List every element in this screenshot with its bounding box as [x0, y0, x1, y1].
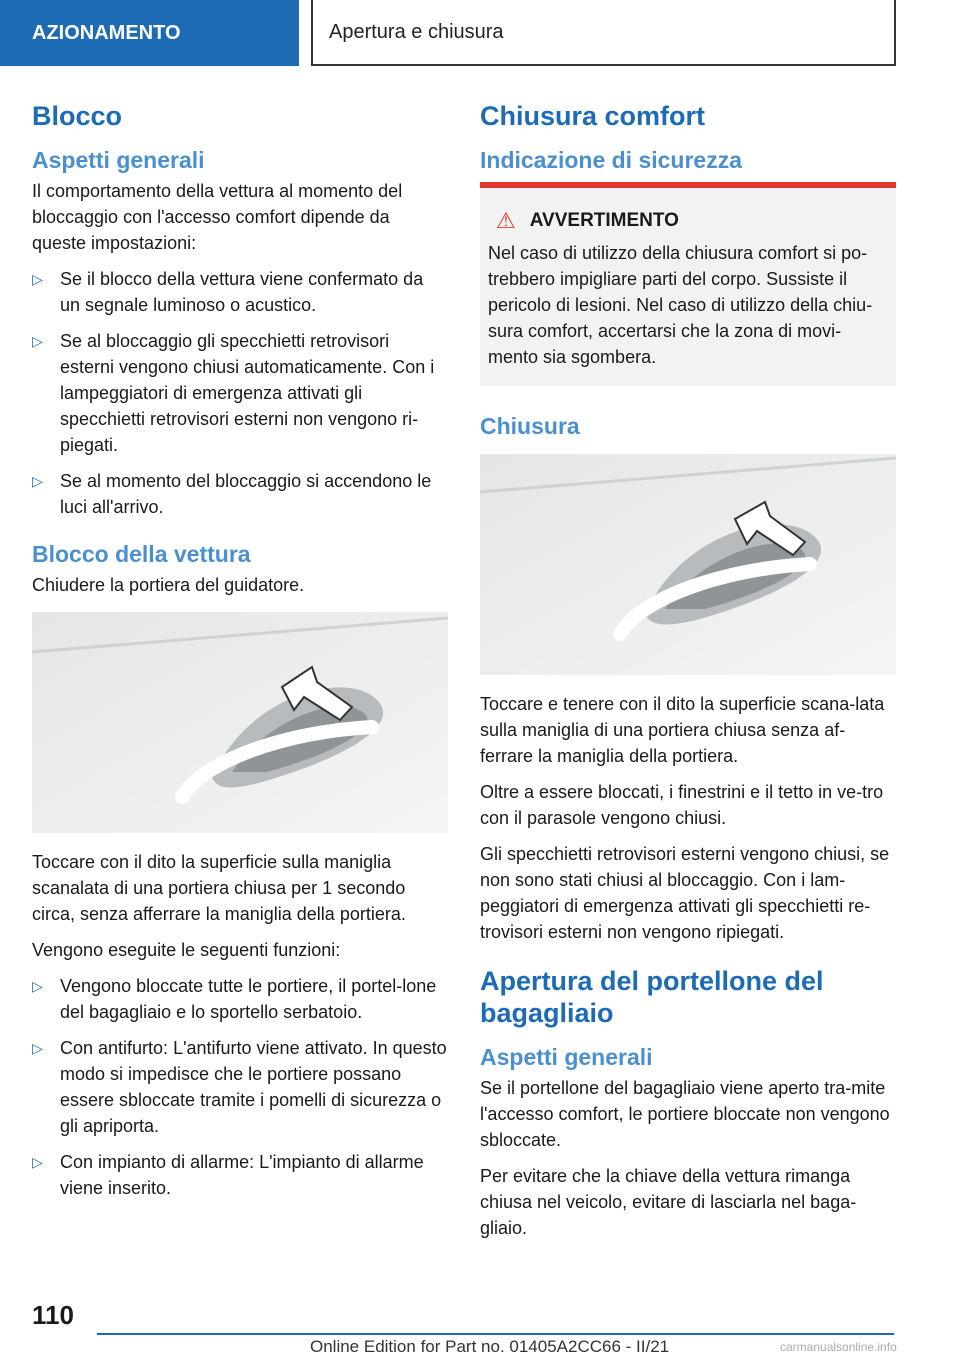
- section-tab: [0, 0, 299, 66]
- triangle-bullet-icon: ▷: [32, 473, 43, 489]
- watermark: carmanualsonline.info: [780, 1340, 897, 1354]
- warning-header: ⚠ AVVERTIMENTO: [496, 208, 679, 233]
- heading-chiusura: Chiusura: [480, 413, 580, 439]
- list-item: ▷ Vengono bloccate tutte le portiere, il portel-lone del bagagliaio e lo sportello serbatoio.: [32, 973, 448, 1025]
- warning-text: Nel caso di utilizzo della chiusura comfort si po-trebbero impigliare parti del corpo. Sussiste il pericolo di lesioni. Nel caso di utilizzo della chiu-sura comfort, accertarsi che la zona di movi-mento sia sgombera.: [488, 243, 873, 367]
- chapter-header: [311, 0, 896, 66]
- lock-text: Chiudere la portiera del guidatore.: [32, 575, 305, 595]
- left-column: [32, 100, 448, 1211]
- section-title: AZIONAMENTO: [32, 21, 181, 44]
- heading-apertura-portellone: Apertura del portellone del bagagliaio: [480, 966, 824, 1028]
- list-item: ▷ Con impianto di allarme: L'impianto di allarme viene inserito.: [32, 1149, 448, 1201]
- door-handle-illustration-lock: [32, 612, 448, 833]
- list-item: ▷ Se al bloccaggio gli specchietti retrovisori esterni vengono chiusi automaticamente. Con i lampeggiatori di emergenza attivati gli specchietti retrovisori esterni non vengono ri-piegati.: [32, 328, 448, 458]
- functions-intro: Vengono eseguite le seguenti funzioni:: [32, 940, 341, 960]
- triangle-bullet-icon: ▷: [32, 271, 43, 287]
- chapter-title: Apertura e chiusura: [329, 20, 504, 43]
- triangle-bullet-icon: ▷: [32, 1040, 43, 1056]
- triangle-bullet-icon: ▷: [32, 978, 43, 994]
- list-item: ▷ Se il blocco della vettura viene confermato da un segnale luminoso o acustico.: [32, 266, 448, 318]
- closing-p2: Oltre a essere bloccati, i finestrini e il tetto in ve-tro con il parasole vengono chiusi.: [480, 782, 884, 828]
- closing-p3: Gli specchietti retrovisori esterni vengono chiusi, se non sono stati chiusi al bloccaggio. Con i lam-peggiatori di emergenza attivati gli specchietti re-trovisori esterni non vengono ripiegati.: [480, 844, 890, 942]
- tailgate-p2: Per evitare che la chiave della vettura rimanga chiusa nel veicolo, evitare di lasciarla nel baga-gliaio.: [480, 1166, 857, 1238]
- general-intro: Il comportamento della vettura al momento del bloccaggio con l'accesso comfort dipende da queste impostazioni:: [32, 181, 403, 253]
- page-number: 110: [32, 1300, 74, 1330]
- settings-list: [32, 266, 448, 520]
- list-item: ▷ Con antifurto: L'antifurto viene attivato. In questo modo si impedisce che le portiere possano essere sbloccate tramite i pomelli di sicurezza o gli apriporta.: [32, 1035, 448, 1139]
- triangle-bullet-icon: ▷: [32, 333, 43, 349]
- heading-blocco: Blocco: [32, 101, 123, 131]
- edition-note: Online Edition for Part no. 01405A2CC66 - II/21: [310, 1337, 670, 1356]
- heading-chiusura-comfort: Chiusura comfort: [480, 101, 706, 131]
- list-item: ▷ Se al momento del bloccaggio si accendono le luci all'arrivo.: [32, 468, 448, 520]
- footer-divider: [97, 1333, 894, 1335]
- heading-aspetti-generali-2: Aspetti generali: [480, 1044, 653, 1070]
- warning-box: [480, 182, 896, 386]
- functions-list: [32, 973, 448, 1201]
- heading-indicazione-sicurezza: Indicazione di sicurezza: [480, 147, 743, 173]
- heading-aspetti-generali: Aspetti generali: [32, 147, 205, 173]
- triangle-bullet-icon: ▷: [32, 1154, 43, 1170]
- closing-p1: Toccare e tenere con il dito la superficie scana-lata sulla maniglia di una portiera chiusa senza af-ferrare la maniglia della portiera.: [480, 694, 885, 766]
- lock-caption: Toccare con il dito la superficie sulla maniglia scanalata di una portiera chiusa per 1 secondo circa, senza afferrare la maniglia della portiera.: [32, 852, 406, 924]
- tailgate-p1: Se il portellone del bagagliaio viene aperto tra-mite l'accesso comfort, le portiere bloccate non vengono sbloccate.: [480, 1078, 890, 1150]
- warning-triangle-icon: ⚠: [496, 208, 516, 233]
- heading-blocco-vettura: Blocco della vettura: [32, 541, 251, 567]
- door-handle-illustration-close: [480, 454, 896, 675]
- right-column: [480, 100, 896, 1251]
